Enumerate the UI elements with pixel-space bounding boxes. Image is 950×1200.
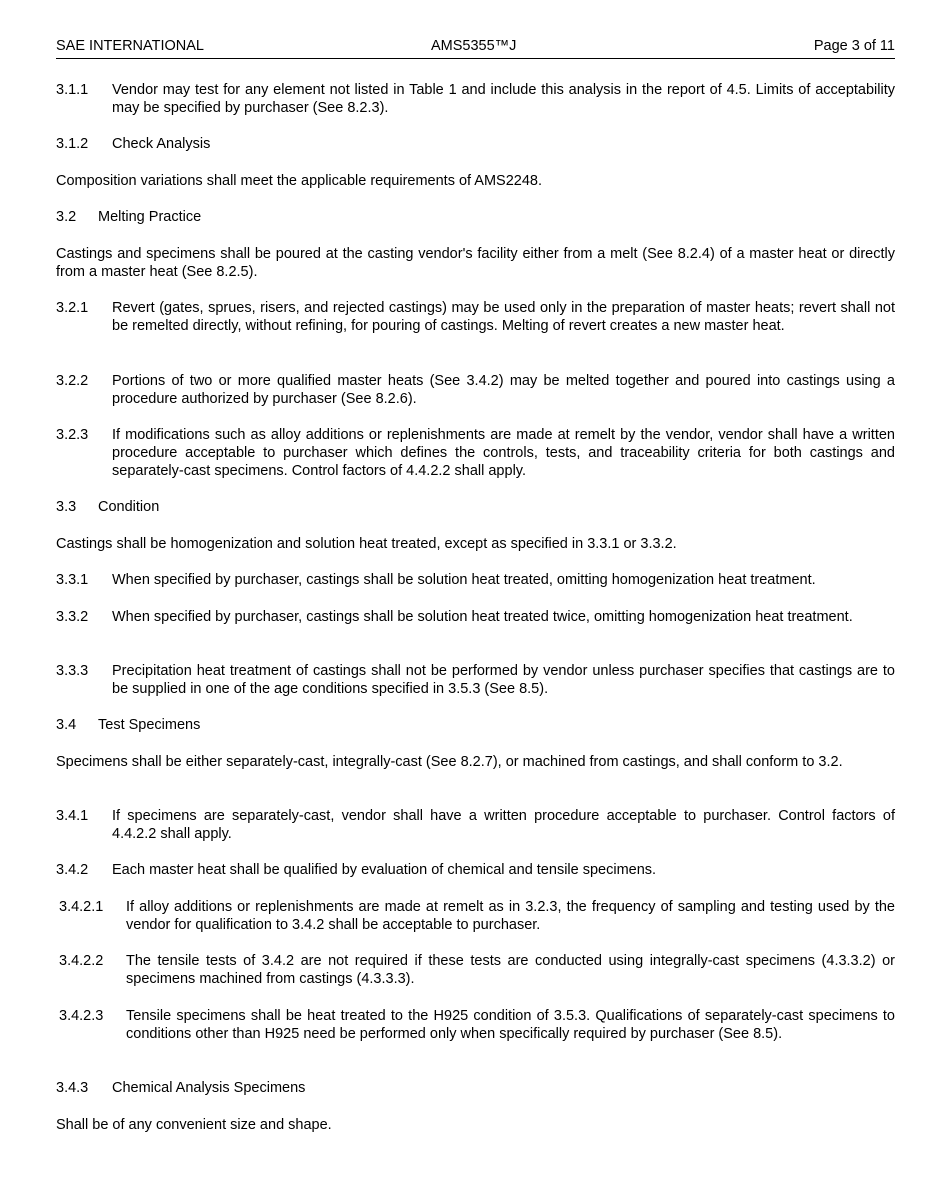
section-number: 3.3.2 <box>56 609 89 625</box>
section-text: If specimens are separately-cast, vendor shall have a written procedure acceptable to purchaser. Control factors of 4.4.2.2 shall apply. <box>112 808 895 842</box>
header-page-number: Page 3 of 11 <box>813 38 895 54</box>
section-3-3-3 <box>56 662 895 698</box>
section-3-4-2 <box>56 861 895 879</box>
section-text: Precipitation heat treatment of castings shall not be performed by vendor unless purchaser specifies that castings are to be supplied in one of the age conditions specified in 3.5.3 (See 8.5). <box>112 663 895 697</box>
section-3-3-2 <box>56 608 895 626</box>
section-text: If modifications such as alloy additions or replenishments are made at remelt by the vendor, vendor shall have a written procedure acceptable to purchaser which defines the controls, tests, and traceability criteria for both castings and separately-cast specimens. Control factors of 4.4.2.2 shall apply. <box>112 427 895 479</box>
section-3-2-2 <box>56 372 895 408</box>
section-3-2-3 <box>56 426 895 480</box>
section-number: 3.4.1 <box>56 808 89 824</box>
section-title: Melting Practice <box>98 209 202 225</box>
heading-3-3 <box>56 498 895 516</box>
section-text: If alloy additions or replenishments are made at remelt as in 3.2.3, the frequency of sampling and testing used by the vendor for qualification to 3.4.2 shall be acceptable to purchaser. <box>126 899 895 933</box>
header-document-number: AMS5355™J <box>431 38 517 54</box>
section-text: When specified by purchaser, castings shall be solution heat treated, omitting homogenization heat treatment. <box>112 572 816 588</box>
section-number: 3.3.1 <box>56 572 89 588</box>
paragraph-3-2: Castings and specimens shall be poured at the casting vendor's facility either from a melt (See 8.2.4) of a master heat or directly from a master heat (See 8.2.5). <box>56 246 895 280</box>
heading-3-1-2 <box>56 135 895 153</box>
section-text: When specified by purchaser, castings shall be solution heat treated twice, omitting homogenization heat treatment. <box>112 609 853 625</box>
section-number: 3.4.2.2 <box>59 953 104 969</box>
header-organization: SAE INTERNATIONAL <box>56 38 204 54</box>
section-3-4-2-1 <box>56 898 895 934</box>
section-title: Check Analysis <box>112 136 211 152</box>
section-text: Portions of two or more qualified master heats (See 3.4.2) may be melted together and poured into castings using a procedure authorized by purchaser (See 8.2.6). <box>112 373 895 407</box>
section-number: 3.4 <box>56 717 77 733</box>
section-text: Each master heat shall be qualified by evaluation of chemical and tensile specimens. <box>112 862 657 878</box>
heading-3-2 <box>56 208 895 226</box>
section-text: Revert (gates, sprues, risers, and rejected castings) may be used only in the preparation of master heats; revert shall not be remelted directly, without refining, for pouring of castings. Melting of revert creates a new master heat. <box>112 300 895 334</box>
section-number: 3.1.1 <box>56 82 89 98</box>
section-text: Vendor may test for any element not listed in Table 1 and include this analysis in the report of 4.5. Limits of acceptability may be specified by purchaser (See 8.2.3). <box>112 82 895 116</box>
paragraph-3-4: Specimens shall be either separately-cast, integrally-cast (See 8.2.7), or machined from castings, and shall conform to 3.2. <box>56 754 843 770</box>
paragraph-3-1-2: Composition variations shall meet the applicable requirements of AMS2248. <box>56 173 543 189</box>
section-number: 3.3 <box>56 499 77 515</box>
heading-3-4-3 <box>56 1079 895 1097</box>
paragraph-3-4-3: Shall be of any convenient size and shape. <box>56 1117 332 1133</box>
paragraph-3-3: Castings shall be homogenization and solution heat treated, except as specified in 3.3.1 or 3.3.2. <box>56 536 677 552</box>
section-number: 3.3.3 <box>56 663 89 679</box>
section-3-2-1 <box>56 299 895 335</box>
heading-3-4 <box>56 716 895 734</box>
section-number: 3.4.2.3 <box>59 1008 104 1024</box>
section-number: 3.1.2 <box>56 136 89 152</box>
section-number: 3.2.3 <box>56 427 89 443</box>
section-title: Chemical Analysis Specimens <box>112 1080 306 1096</box>
section-number: 3.4.2 <box>56 862 89 878</box>
page-header <box>56 38 895 59</box>
section-title: Test Specimens <box>98 717 201 733</box>
section-number: 3.2.2 <box>56 373 89 389</box>
section-text: The tensile tests of 3.4.2 are not required if these tests are conducted using integrally-cast specimens (4.3.3.2) or specimens machined from castings (4.3.3.3). <box>126 953 895 987</box>
section-number: 3.2 <box>56 209 77 225</box>
section-3-1-1 <box>56 81 895 117</box>
section-text: Tensile specimens shall be heat treated to the H925 condition of 3.5.3. Qualifications of separately-cast specimens to conditions other than H925 need be performed only when specifically required by purchaser (See 8.5). <box>126 1008 895 1042</box>
section-3-3-1 <box>56 571 895 589</box>
section-3-4-2-3 <box>56 1007 895 1043</box>
section-number: 3.2.1 <box>56 300 89 316</box>
section-number: 3.4.3 <box>56 1080 89 1096</box>
section-3-4-1 <box>56 807 895 843</box>
section-number: 3.4.2.1 <box>59 899 104 915</box>
section-3-4-2-2 <box>56 952 895 988</box>
section-title: Condition <box>98 499 160 515</box>
